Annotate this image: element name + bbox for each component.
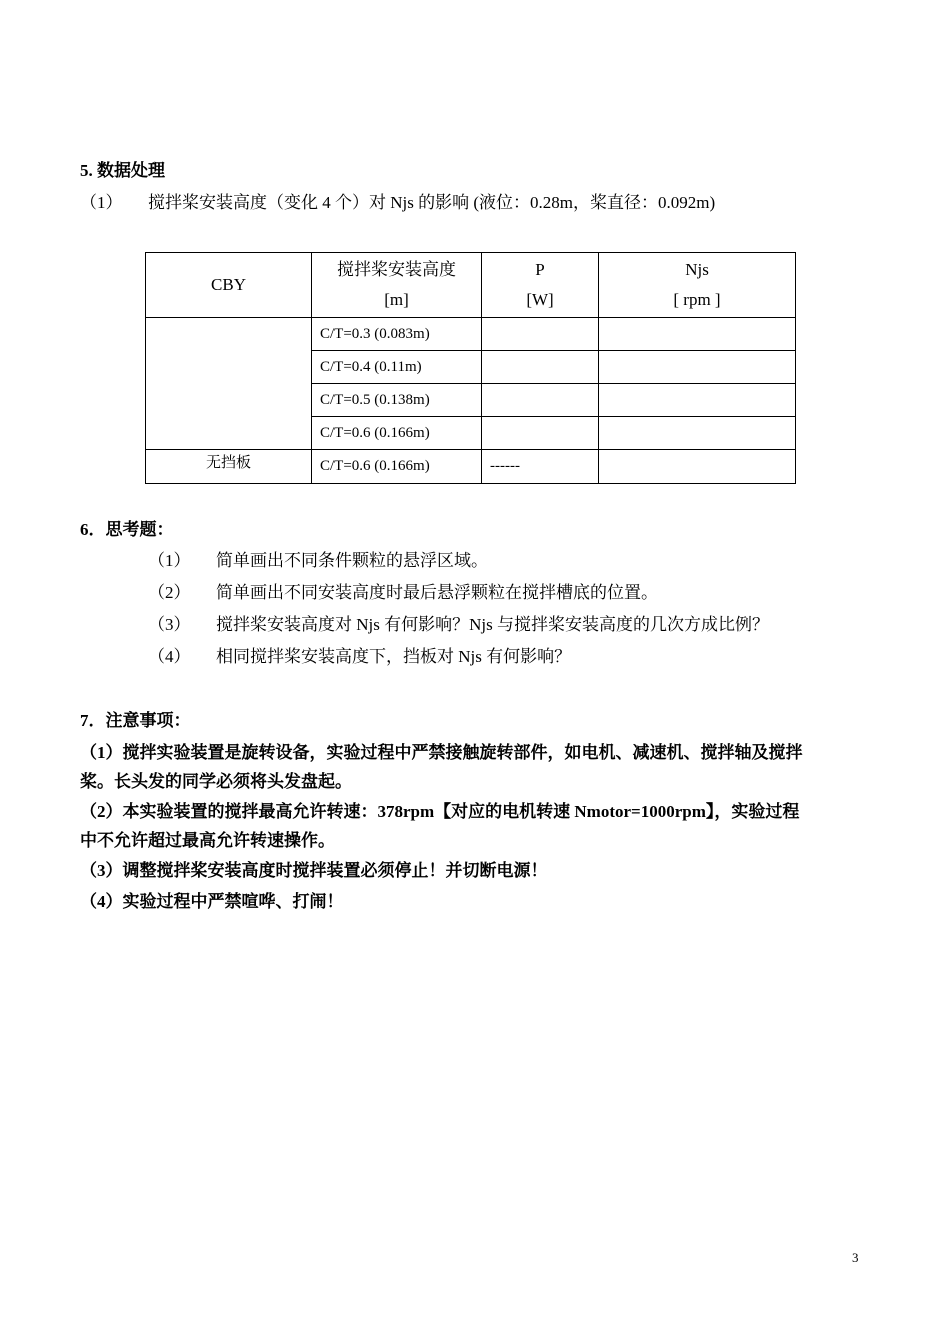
njs-cell [599,384,796,417]
question-2-number: （2） [148,583,191,602]
height-cell: C/T=0.5 (0.138m) [312,384,482,417]
header-njs-label: Njs [685,260,709,279]
section-6-title: 6．思考题： [80,520,174,539]
header-height-unit: [m] [384,290,409,309]
header-njs-unit: [ rpm ] [673,290,721,309]
njs-cell [599,351,796,384]
header-power [482,253,599,318]
header-cby [146,253,312,318]
njs-cell [599,318,796,351]
note-1-line-2: 桨。长头发的同学必须将头发盘起。 [80,772,352,791]
no-baffle-label: 无挡板 [146,450,312,484]
question-4-text: 相同搅拌桨安装高度下，挡板对 Njs 有何影响？ [216,647,572,666]
header-power-label: P [535,260,545,279]
question-1-text: 简单画出不同条件颗粒的悬浮区域。 [216,551,488,570]
note-3: （3）调整搅拌桨安装高度时搅拌装置必须停止！并切断电源！ [80,861,548,880]
table-row [146,318,796,351]
njs-cell [599,417,796,450]
header-height-label: 搅拌桨安装高度 [337,260,456,279]
section-5-title: 5. 数据处理 [80,161,165,180]
power-cell [482,384,599,417]
note-4: （4）实验过程中严禁喧哗、打闹！ [80,892,344,911]
section-5-item-1-number: （1） [80,193,123,212]
height-cell: C/T=0.4 (0.11m) [312,351,482,384]
height-cell: C/T=0.6 (0.166m) [312,417,482,450]
njs-cell [599,450,796,484]
power-cell [482,351,599,384]
data-table [145,252,796,484]
header-height [312,253,482,318]
question-4-number: （4） [148,647,191,666]
question-2-text: 简单画出不同安装高度时最后悬浮颗粒在搅拌槽底的位置。 [216,583,658,602]
section-7-title: 7．注意事项： [80,711,191,730]
power-cell [482,318,599,351]
height-cell: C/T=0.3 (0.083m) [312,318,482,351]
table-row-no-baffle [146,450,796,484]
header-njs [599,253,796,318]
power-cell: ------ [482,450,599,484]
cby-merged-cell [146,318,312,450]
section-5-item-1-text: 搅拌桨安装高度（变化 4 个）对 Njs 的影响 (液位：0.28m，桨直径：0.092m) [148,193,716,212]
table-header-row [146,253,796,318]
question-3-text: 搅拌桨安装高度对 Njs 有何影响？Njs 与搅拌桨安装高度的几次方成比例？ [216,615,769,634]
page-number: 3 [852,1250,859,1265]
note-1-line-1: （1）搅拌实验装置是旋转设备，实验过程中严禁接触旋转部件，如电机、减速机、搅拌轴及搅拌 [80,743,803,762]
power-cell [482,417,599,450]
header-cby-label: CBY [211,275,246,294]
header-power-unit: [W] [526,290,554,309]
note-2-line-2: 中不允许超过最高允许转速操作。 [80,831,335,850]
note-2-line-1: （2）本实验装置的搅拌最高允许转速：378rpm【对应的电机转速 Nmotor=1000rpm】，实验过程 [80,802,800,821]
height-cell: C/T=0.6 (0.166m) [312,450,482,484]
question-1-number: （1） [148,551,191,570]
question-3-number: （3） [148,615,191,634]
